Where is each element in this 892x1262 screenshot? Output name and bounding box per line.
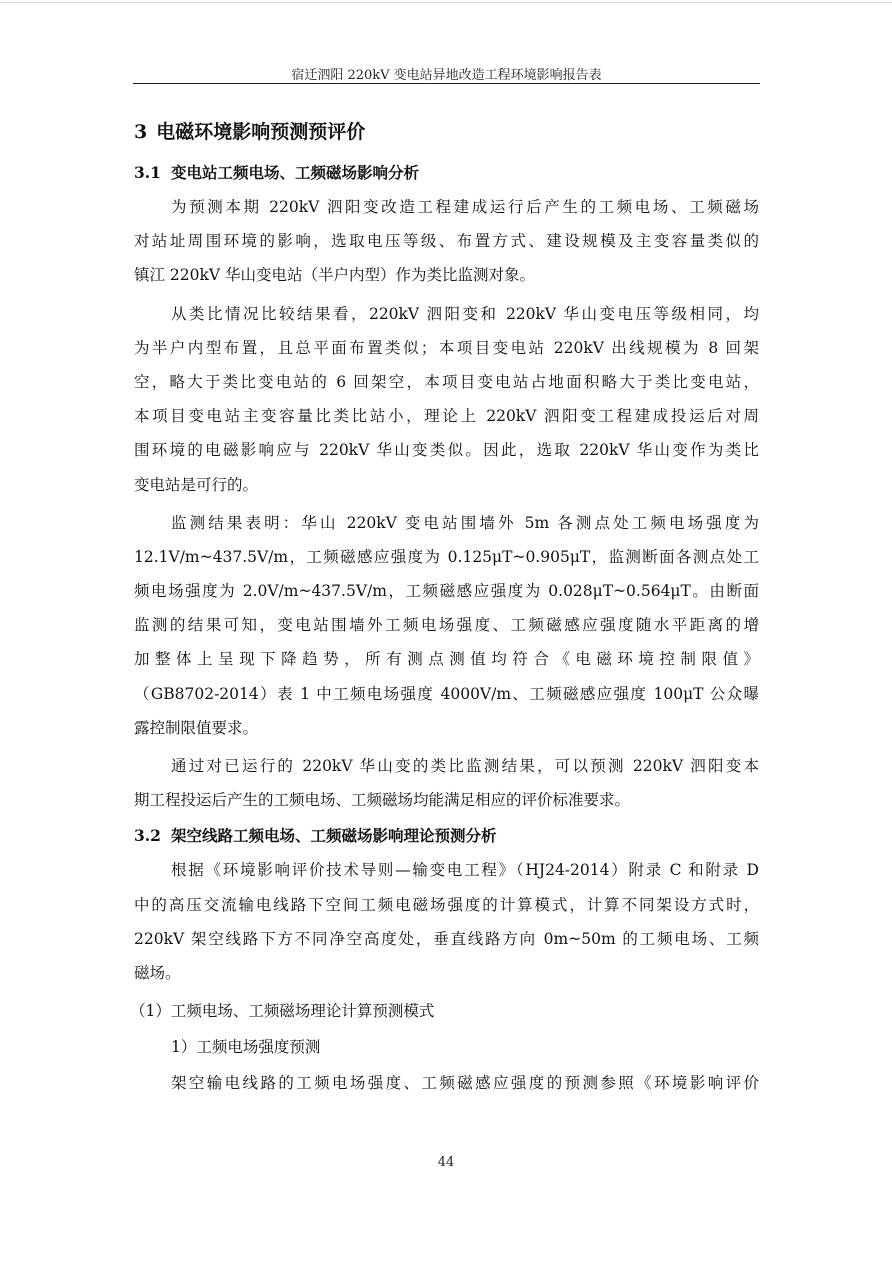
text-line: 本项目变电站主变容量比类比站小，理论上 220kV 泗阳变工程建成投运后对周 [134,407,759,426]
text-line: 中的高压交流输电线路下空间工频电磁场强度的计算模式，计算不同架设方式时， [134,895,759,914]
header-rule [133,83,760,84]
section-heading [134,115,759,149]
section-number: 3 [134,121,148,143]
paragraph [134,1066,759,1100]
text-line: 空，略大于类比变电站的 6 回架空，本项目变电站占地面积略大于类比变电站， [134,372,759,391]
paragraph [134,190,759,293]
paragraph [134,297,759,502]
top-border-line [0,2,892,3]
text-line: 对站址周围环境的影响，选取电压等级、布置方式、建设规模及主变容量类似的 [134,232,759,251]
text-line: 220kV 架空线路下方不同净空高度处，垂直线路方向 0m~50m 的工频电场、工频 [134,929,759,948]
subsection-heading-3-1 [134,158,759,188]
paragraph [134,853,759,990]
paragraph [134,506,759,745]
text-line: 围环境的电磁影响应与 220kV 华山变类似。因此，选取 220kV 华山变作为类比 [134,441,759,460]
text-line: 通过对已运行的 220kV 华山变的类比监测结果，可以预测 220kV 泗阳变本 [171,757,759,775]
text-line: （GB8702-2014）表 1 中工频电场强度 4000V/m、工频磁感应强度 100μT 公众曝 [134,684,759,703]
text-line: 监测的结果可知，变电站围墙外工频电场强度、工频磁感应强度随水平距离的增 [134,616,759,635]
text-line: 露控制限值要求。 [134,718,259,737]
running-header: 宿迁泗阳 220kV 变电站异地改造工程环境影响报告表 [291,68,602,83]
text-line: 变电站是可行的。 [134,475,259,494]
text-line: 12.1V/m~437.5V/m，工频磁感应强度为 0.125μT~0.905μT，监测断面各测点处工 [134,547,759,566]
subsection-title: 架空线路工频电场、工频磁场影响理论预测分析 [170,826,497,846]
text-line: 期工程投运后产生的工频电场、工频磁场均能满足相应的评价标准要求。 [134,791,631,810]
text-line: 根据《环境影响评价技术导则—输变电工程》（HJ24-2014）附录 C 和附录 D [171,861,759,880]
paragraph [134,749,759,817]
list-item-level-1: （1）工频电场、工频磁场理论计算预测模式 [130,1002,435,1021]
list-item-level-2: 1）工频电场强度预测 [171,1038,321,1057]
page-body [130,115,759,1104]
text-line: 为预测本期 220kV 泗阳变改造工程建成运行后产生的工频电场、工频磁场 [171,198,759,216]
text-line: 频电场强度为 2.0V/m~437.5V/m，工频磁感应强度为 0.028μT~0.564μT。由断面 [134,582,759,601]
text-line: 加整体上呈现下降趋势，所有测点测值均符合《电磁环境控制限值》 [134,650,759,669]
text-line: 磁场。 [134,963,181,982]
subsection-title: 变电站工频电场、工频磁场影响分析 [170,163,419,182]
subsection-number: 3.2 [134,826,161,846]
section-title: 电磁环境影响预测预评价 [156,121,366,143]
text-line: 架空输电线路的工频电场强度、工频磁感应强度的预测参照《环境影响评价 [171,1073,759,1092]
text-line: 监测结果表明：华山 220kV 变电站围墙外 5m 各测点处工频电场强度为 [171,513,759,532]
subsection-number: 3.1 [134,163,161,182]
subsection-heading-3-2 [134,821,759,851]
page-number: 44 [437,1155,455,1170]
text-line: 为半户内型布置，且总平面布置类似；本项目变电站 220kV 出线规模为 8 回架 [134,338,759,357]
text-line: 从类比情况比较结果看，220kV 泗阳变和 220kV 华山变电压等级相同，均 [171,304,759,323]
text-line: 镇江 220kV 华山变电站（半户内型）作为类比监测对象。 [134,266,536,285]
